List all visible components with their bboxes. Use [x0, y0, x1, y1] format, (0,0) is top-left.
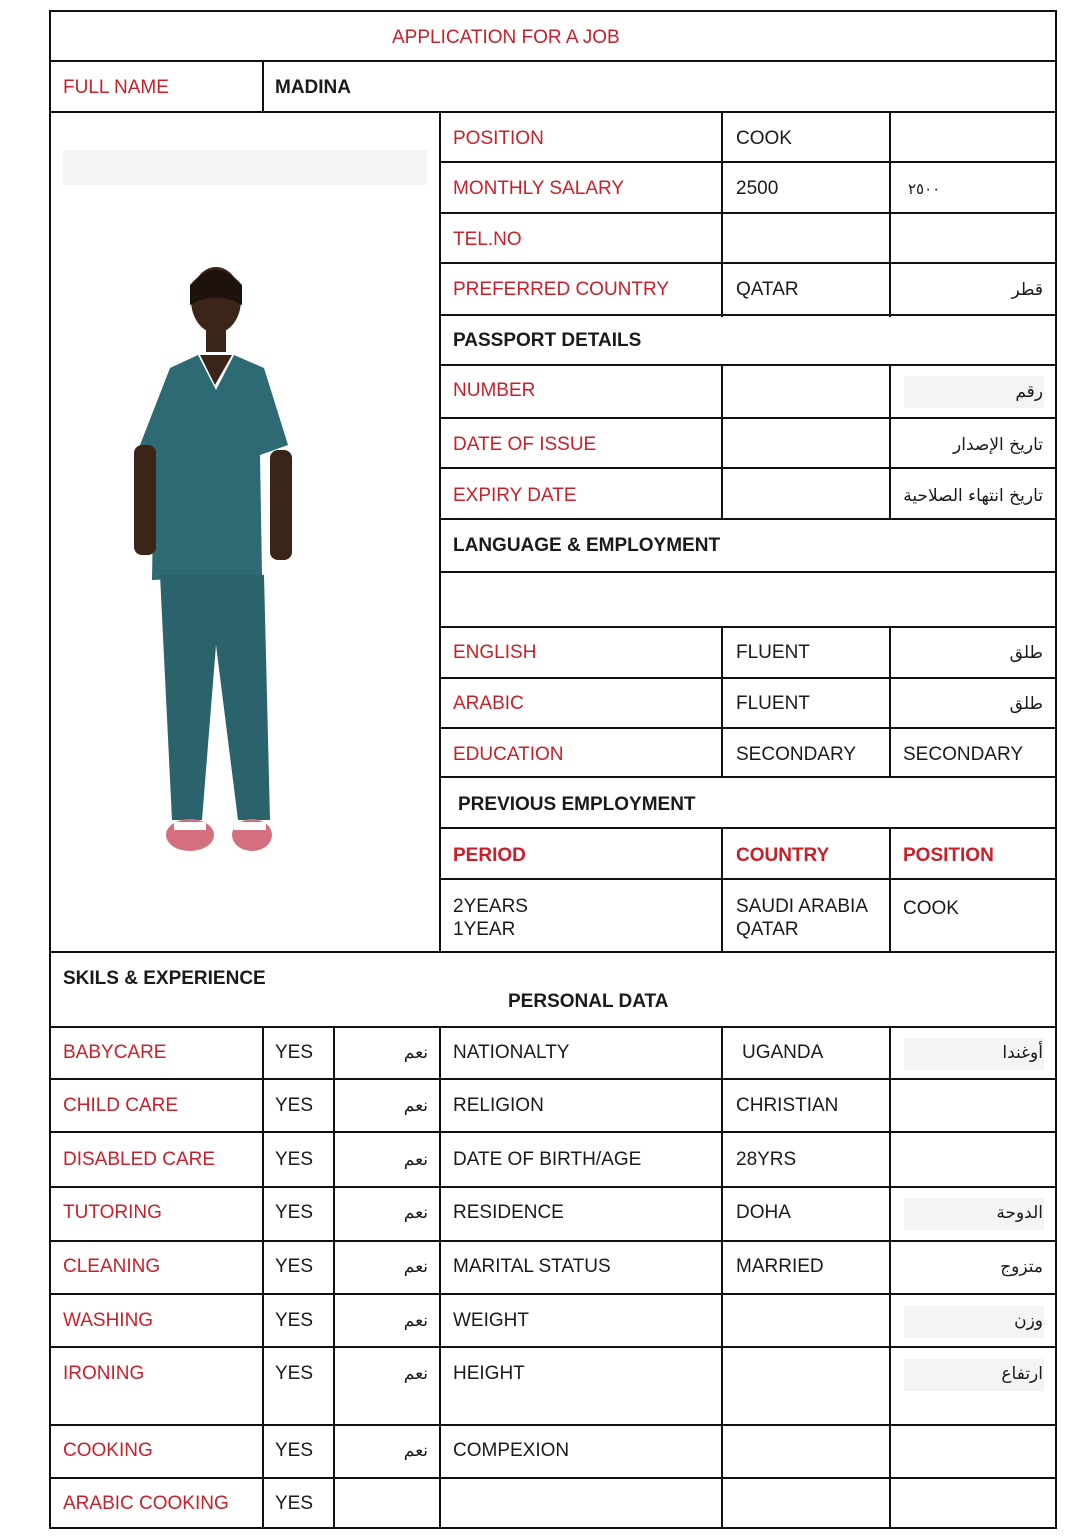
personal-label: HEIGHT [453, 1363, 525, 1384]
skill-value: YES [275, 1202, 314, 1223]
divider [889, 827, 891, 952]
prev-country-value: SAUDI ARABIA QATAR [736, 896, 868, 940]
skill-arabic: نعم [403, 1257, 428, 1277]
personal-arabic: ارتفاع [1001, 1364, 1043, 1384]
personal-value: MARRIED [736, 1256, 824, 1277]
passport-number-arabic: رقم [1015, 382, 1043, 402]
skill-arabic: نعم [403, 1096, 428, 1116]
skill-arabic: نعم [403, 1043, 428, 1063]
form-title: APPLICATION FOR A JOB [392, 27, 620, 48]
prev-position-value: COOK [903, 898, 959, 919]
skill-arabic: نعم [403, 1150, 428, 1170]
divider [440, 776, 1057, 778]
issue-date-label: DATE OF ISSUE [453, 434, 597, 455]
skill-arabic: نعم [403, 1441, 428, 1461]
skill-label: TUTORING [63, 1202, 162, 1223]
personal-arabic: الدوحة [996, 1203, 1043, 1223]
skill-arabic: نعم [403, 1203, 428, 1223]
personal-label: DATE OF BIRTH/AGE [453, 1149, 642, 1170]
full-name-value: MADINA [275, 77, 351, 98]
applicant-photo [130, 250, 320, 870]
salary-value: 2500 [736, 178, 779, 199]
expiry-date-label: EXPIRY DATE [453, 485, 577, 506]
divider [440, 518, 1057, 520]
skill-value: YES [275, 1363, 314, 1384]
divider [440, 314, 1057, 316]
divider [49, 1346, 1057, 1348]
skill-value: YES [275, 1310, 314, 1331]
skill-value: YES [275, 1440, 314, 1461]
salary-arabic: ٢٥٠٠ [908, 180, 941, 198]
issue-date-arabic: تاريخ الإصدار [953, 435, 1043, 455]
personal-heading: PERSONAL DATA [508, 991, 669, 1012]
country-label: PREFERRED COUNTRY [453, 279, 670, 300]
divider [49, 1477, 1057, 1479]
divider [440, 827, 1057, 829]
divider [49, 111, 1057, 113]
divider [49, 1293, 1057, 1295]
prev-position-header: POSITION [903, 845, 994, 866]
skill-label: DISABLED CARE [63, 1149, 216, 1170]
position-value: COOK [736, 128, 792, 149]
skill-label: CLEANING [63, 1256, 161, 1277]
personal-label: RESIDENCE [453, 1202, 564, 1223]
divider [440, 571, 1057, 573]
divider [440, 727, 1057, 729]
country-header: COUNTRY [736, 845, 830, 866]
personal-value: 28YRS [736, 1149, 797, 1170]
skills-heading: SKILS & EXPERIENCE [63, 968, 266, 989]
divider [49, 60, 1057, 62]
arabic-value: FLUENT [736, 693, 810, 714]
divider [439, 1026, 441, 1529]
personal-value: DOHA [736, 1202, 791, 1223]
photo-caption-bar [63, 150, 427, 185]
divider [721, 1026, 723, 1529]
divider [440, 161, 1057, 163]
passport-heading [453, 330, 641, 352]
divider [440, 262, 1057, 264]
skill-value: YES [275, 1042, 314, 1063]
divider [721, 364, 723, 520]
tel-label: TEL.NO [453, 229, 522, 250]
english-label: ENGLISH [453, 642, 537, 663]
divider [49, 1186, 1057, 1188]
divider [889, 111, 891, 317]
skill-label: WASHING [63, 1310, 154, 1331]
country-arabic: قطر [1011, 280, 1043, 300]
passport-heading-text: PASSPORT DETAILS [453, 330, 642, 351]
period-header: PERIOD [453, 845, 526, 866]
divider [49, 1240, 1057, 1242]
personal-arabic: وزن [1014, 1311, 1043, 1331]
skill-arabic: نعم [403, 1364, 428, 1384]
divider [440, 677, 1057, 679]
personal-label: WEIGHT [453, 1310, 529, 1331]
passport-number-label: NUMBER [453, 380, 536, 401]
divider [721, 827, 723, 952]
skill-value: YES [275, 1256, 314, 1277]
divider [440, 212, 1057, 214]
skill-label: ARABIC COOKING [63, 1493, 229, 1514]
country-value: QATAR [736, 279, 799, 300]
divider [440, 364, 1057, 366]
divider [440, 417, 1057, 419]
previous-heading: PREVIOUS EMPLOYMENT [458, 794, 696, 815]
education-extra: SECONDARY [903, 744, 1024, 765]
skill-label: IRONING [63, 1363, 145, 1384]
personal-arabic: أوغندا [1002, 1043, 1043, 1063]
personal-label: MARITAL STATUS [453, 1256, 611, 1277]
divider [889, 626, 891, 778]
skill-label: CHILD CARE [63, 1095, 179, 1116]
divider [439, 111, 441, 952]
divider [262, 1026, 264, 1529]
personal-label: COMPEXION [453, 1440, 570, 1461]
skill-value: YES [275, 1149, 314, 1170]
skill-label: BABYCARE [63, 1042, 167, 1063]
divider [49, 1078, 1057, 1080]
divider [49, 1131, 1057, 1133]
position-label: POSITION [453, 128, 544, 149]
period-value: 2YEARS 1YEAR [453, 896, 528, 940]
divider [262, 60, 264, 112]
divider [49, 1026, 1057, 1028]
divider [440, 878, 1057, 880]
divider [440, 626, 1057, 628]
skill-value: YES [275, 1493, 314, 1514]
divider [440, 467, 1057, 469]
full-name-label: FULL NAME [63, 77, 169, 98]
salary-label: MONTHLY SALARY [453, 178, 625, 199]
arabic-arabic: طلق [1009, 694, 1043, 714]
divider [889, 1026, 891, 1529]
personal-value: UGANDA [742, 1042, 824, 1063]
personal-arabic: متزوج [1000, 1257, 1043, 1277]
language-heading: LANGUAGE & EMPLOYMENT [453, 535, 721, 556]
arabic-label: ARABIC [453, 693, 524, 714]
divider [49, 951, 1057, 953]
skill-label: COOKING [63, 1440, 153, 1461]
personal-value: CHRISTIAN [736, 1095, 839, 1116]
education-label: EDUCATION [453, 744, 564, 765]
english-value: FLUENT [736, 642, 810, 663]
divider [49, 1424, 1057, 1426]
education-value: SECONDARY [736, 744, 857, 765]
divider [889, 364, 891, 520]
skill-arabic: نعم [403, 1311, 428, 1331]
divider [721, 626, 723, 778]
divider [721, 111, 723, 317]
personal-label: RELIGION [453, 1095, 544, 1116]
expiry-date-arabic: تاريخ انتهاء الصلاحية [903, 486, 1043, 506]
personal-label: NATIONALTY [453, 1042, 570, 1063]
english-arabic: طلق [1009, 643, 1043, 663]
divider [333, 1026, 335, 1529]
skill-value: YES [275, 1095, 314, 1116]
